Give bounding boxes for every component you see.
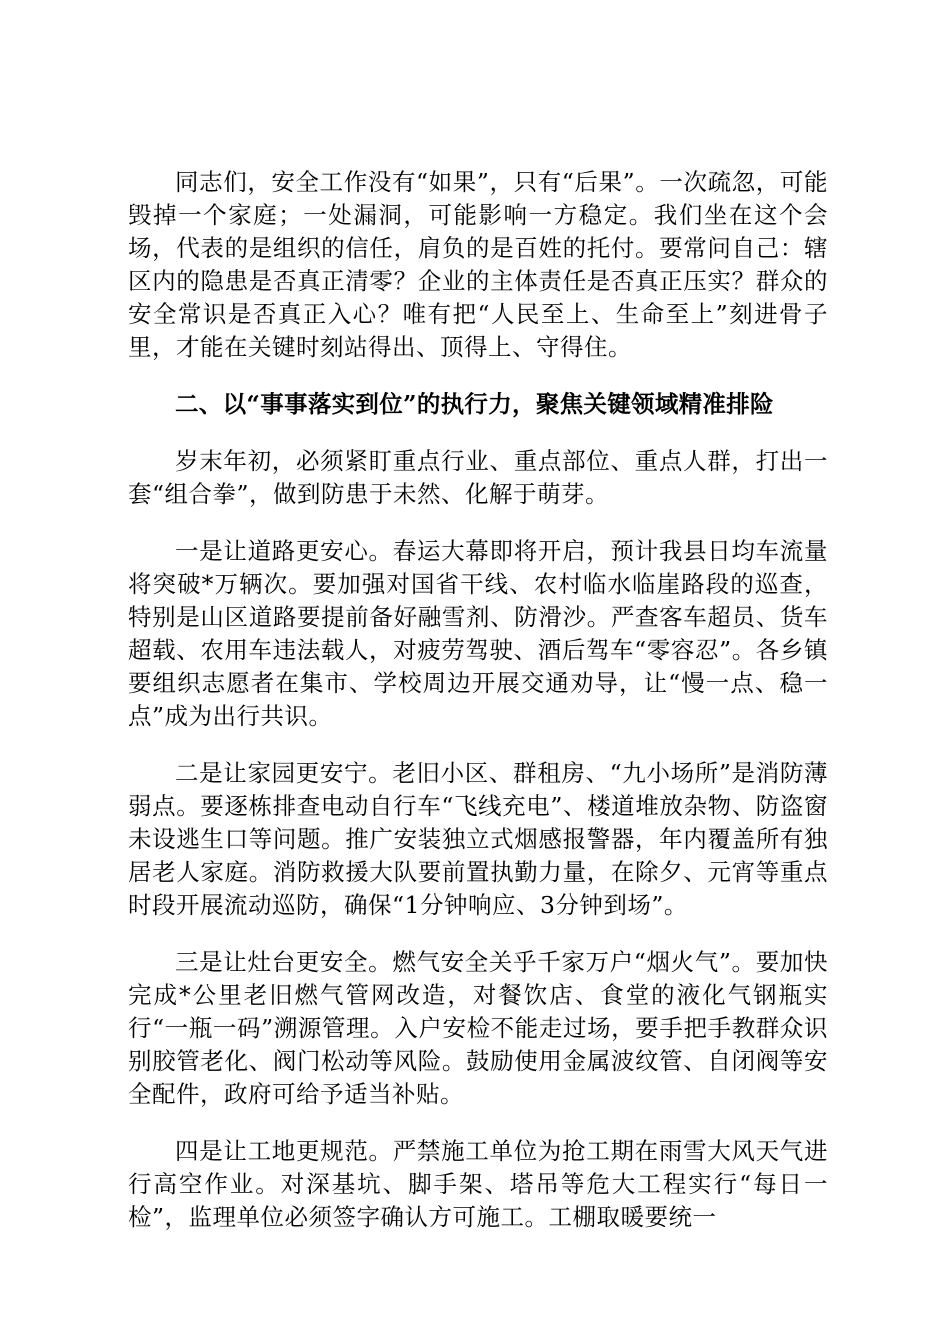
paragraph-safety-consequences: 同志们，安全工作没有“如果”，只有“后果”。一次疏忽，可能毁掉一个家庭；一处漏洞，可能影响一方稳定。我们坐在这个会场，代表的是组织的信任，肩负的是百姓的托付。要常问自己：辖区内的隐患是否真正清零？企业的主体责任是否真正压实？群众的安全常识是否真正入心？唯有把“人民至上、生命至上”刻进骨子里，才能在关键时刻站得出、顶得上、守得住。 [128, 168, 828, 361]
paragraph-construction-safety: 四是让工地更规范。严禁施工单位为抢工期在雨雪大风天气进行高空作业。对深基坑、脚手架、塔吊等危大工程实行“每日一检”，监理单位必须签字确认方可施工。工棚取暖要统一 [128, 1137, 828, 1231]
document-body [128, 166, 828, 1258]
paragraph-year-end-focus: 岁末年初，必须紧盯重点行业、重点部位、重点人群，打出一套“组合拳”，做到防患于未然、化解于萌芽。 [128, 447, 828, 508]
section-heading-2: 二、以“事事落实到位”的执行力，聚焦关键领域精准排险 [175, 390, 774, 418]
paragraph-gas-safety: 三是让灶台更安全。燃气安全关乎千家万户“烟火气”。要加快完成*公里老旧燃气管网改造，对餐饮店、食堂的液化气钢瓶实行“一瓶一码”溯源管理。入户安检不能走过场，要手把手教群众识别胶管老化、阀门松动等风险。鼓励使用金属波纹管、自闭阀等安全配件，政府可给予适当补贴。 [128, 948, 828, 1108]
paragraph-road-safety: 一是让道路更安心。春运大幕即将开启，预计我县日均车流量将突破*万辆次。要加强对国省干线、农村临水临崖路段的巡查，特别是山区道路要提前备好融雪剂、防滑沙。严查客车超员、货车超载、农用车违法载人，对疲劳驾驶、酒后驾车“零容忍”。各乡镇要组织志愿者在集市、学校周边开展交通劝导，让“慢一点、稳一点”成为出行共识。 [128, 537, 828, 730]
paragraph-home-fire-safety: 二是让家园更安宁。老旧小区、群租房、“九小场所”是消防薄弱点。要逐栋排查电动自行车“飞线充电”、楼道堆放杂物、防盗窗未设逃生口等问题。推广安装独立式烟感报警器，年内覆盖所有独居老人家庭。消防救援大队要前置执勤力量，在除夕、元宵等重点时段开展流动巡防，确保“1分钟响应、3分钟到场”。 [128, 759, 828, 919]
